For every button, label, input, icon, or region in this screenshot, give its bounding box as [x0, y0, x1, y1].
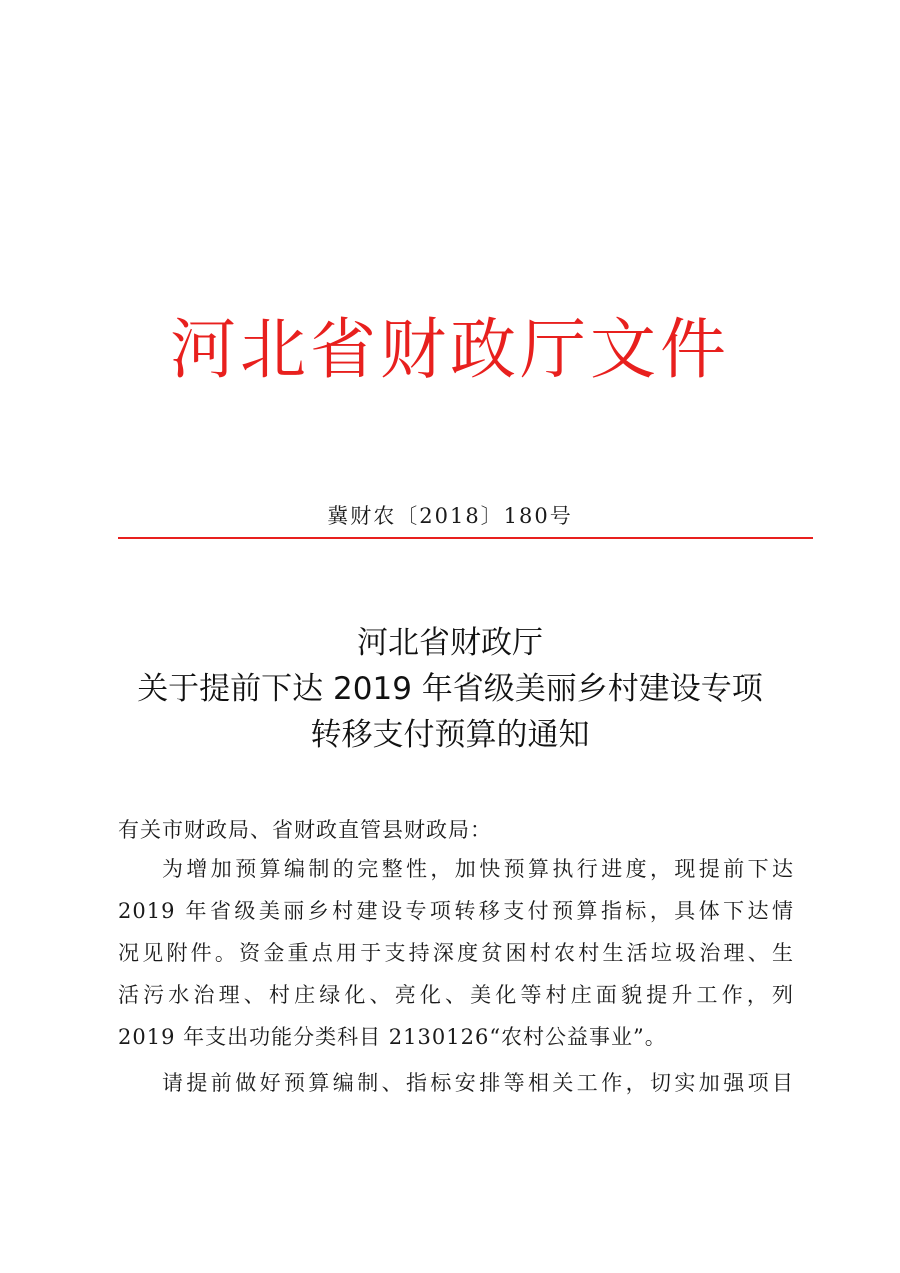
- headline-line-2: 关于提前下达 2019 年省级美丽乡村建设专项: [137, 671, 763, 707]
- paragraph-1-line-2: 2019 年省级美丽乡村建设专项转移支付预算指标，具体下达情: [118, 899, 794, 923]
- red-divider: [118, 537, 813, 539]
- headline-line-3: 转移支付预算的通知: [310, 717, 590, 753]
- issuer-title: 河北省财政厅文件: [170, 311, 730, 388]
- salutation: 有关市财政局、省财政直管县财政局：: [118, 818, 492, 842]
- paragraph-2-line-1: 请提前做好预算编制、指标安排等相关工作，切实加强项目: [162, 1071, 794, 1095]
- paragraph-1-line-4: 活污水治理、村庄绿化、亮化、美化等村庄面貌提升工作，列: [118, 983, 794, 1007]
- paragraph-1-line-5: 2019 年支出功能分类科目 2130126“农村公益事业”。: [118, 1025, 667, 1049]
- paragraph-1-line-3: 况见附件。资金重点用于支持深度贫困村农村生活垃圾治理、生: [118, 941, 794, 965]
- headline-line-1: 河北省财政厅: [357, 625, 543, 661]
- paragraph-1-line-1: 为增加预算编制的完整性，加快预算执行进度，现提前下达: [162, 857, 794, 881]
- document-number: 冀财农〔2018〕180号: [327, 504, 573, 528]
